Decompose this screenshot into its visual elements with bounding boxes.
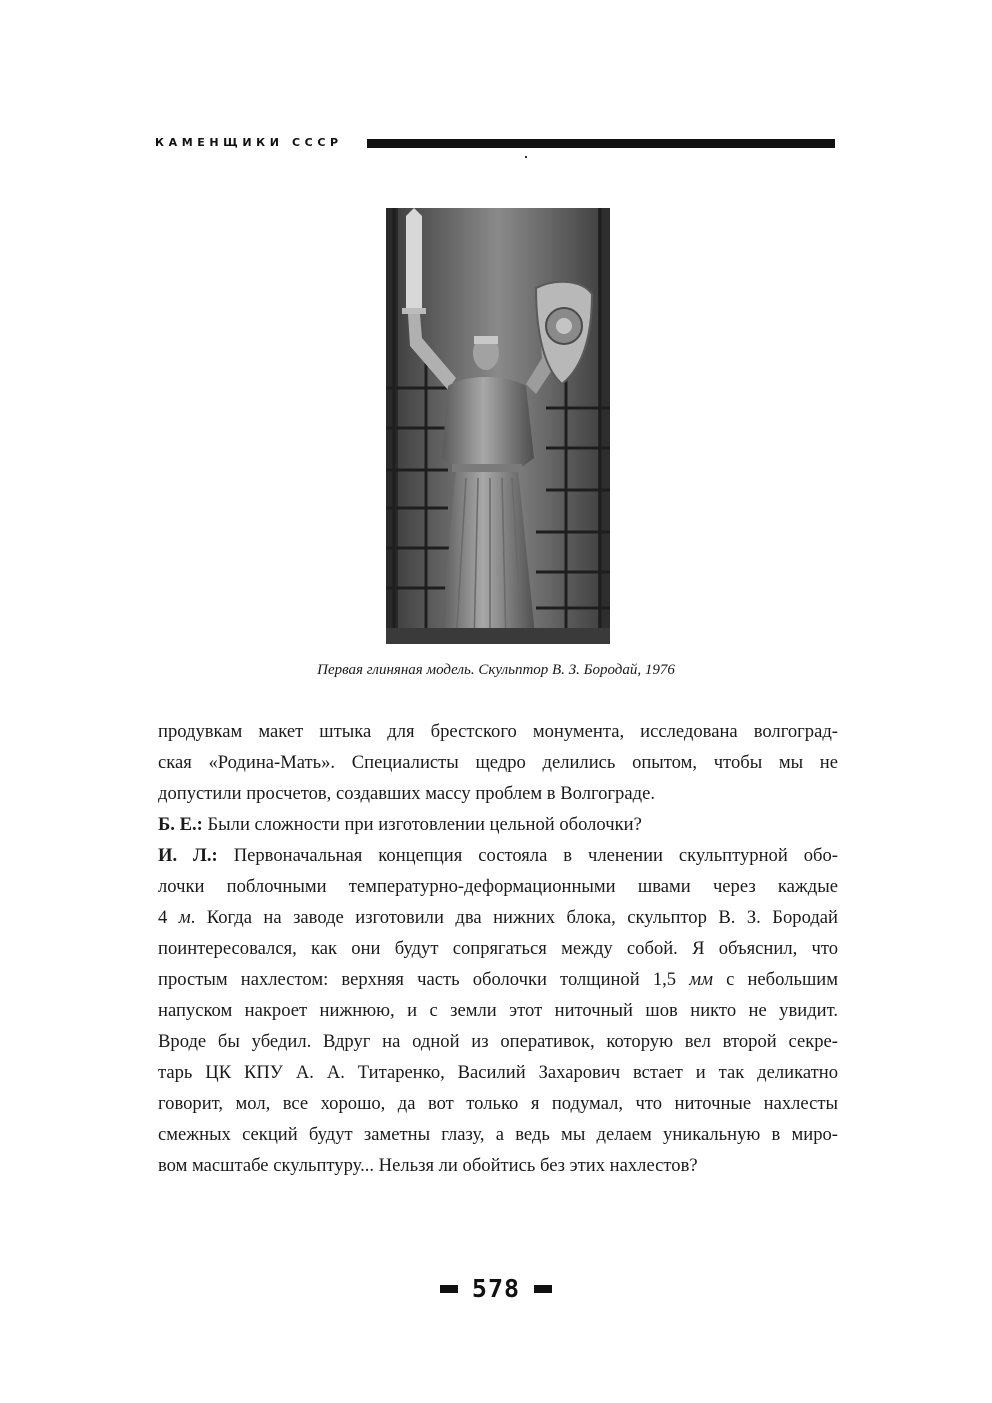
unit-text: мм [689, 969, 713, 990]
text-line: Вроде бы убедил. Вдруг на одной из оперативок, которую вел второй секре- [158, 1031, 838, 1052]
text-line [158, 964, 838, 995]
text-fragment: простым нахлестом: верхняя часть оболочки толщиной 1,5 [158, 969, 690, 990]
footer-bar-left [440, 1285, 458, 1293]
figure-caption: Первая глиняная модель. Скульптор В. З. Бородай, 1976 [317, 662, 675, 678]
question-line [158, 809, 838, 840]
text-line: лочки поблочными температурно-деформационными швами через каждые [158, 876, 838, 897]
text-line: напуском накроет нижнюю, и с земли этот ниточный шов никто не увидит. [158, 1000, 838, 1021]
text-fragment: . Когда на заводе изготовили два нижних блока, скульптор В. З. Бородай [190, 907, 838, 928]
speaker-label: И. Л.: [158, 845, 218, 866]
text-line: говорит, мол, все хорошо, да вот только я подумал, что ниточные нахлесты [158, 1093, 838, 1114]
speaker-label: Б. Е.: [158, 814, 203, 835]
text-fragment: 4 [158, 907, 179, 928]
header-dot [525, 156, 527, 158]
text-line: тарь ЦК КПУ А. А. Титаренко, Василий Захарович встает и так деликатно [158, 1062, 838, 1083]
answer-text: Первоначальная концепция состояла в членении скульптурной обо- [217, 845, 838, 866]
running-header [155, 134, 835, 154]
text-line: допустили просчетов, создавших массу проблем в Волгограде. [158, 783, 655, 804]
text-line: смежных секций будут заметны глазу, а ведь мы делаем уникальную в миро- [158, 1124, 838, 1145]
sculpture-photo [386, 208, 610, 644]
text-line: вом масштабе скульптуру... Нельзя ли обойтись без этих нахлестов? [158, 1155, 698, 1176]
text-line: ская «Родина-Мать». Специалисты щедро делились опытом, чтобы мы не [158, 752, 838, 773]
footer-bar-right [534, 1285, 552, 1293]
body-text [158, 716, 838, 1181]
question-text: Были сложности при изготовлении цельной оболочки? [202, 814, 642, 835]
page-number: 578 [471, 1274, 521, 1303]
sculpture-photo-drawing [386, 208, 610, 644]
page-footer [0, 1276, 992, 1302]
text-line [158, 902, 838, 933]
text-fragment: с небольшим [712, 969, 838, 990]
text-line: поинтересовался, как они будут сопрягаться между собой. Я объяснил, что [158, 938, 838, 959]
answer-line [158, 840, 838, 871]
text-line: продувкам макет штыка для брестского монумента, исследована волгоград- [158, 721, 838, 742]
unit-text: м [178, 907, 191, 928]
running-title: КАМЕНЩИКИ СССР [155, 136, 343, 149]
header-rule [367, 139, 835, 148]
